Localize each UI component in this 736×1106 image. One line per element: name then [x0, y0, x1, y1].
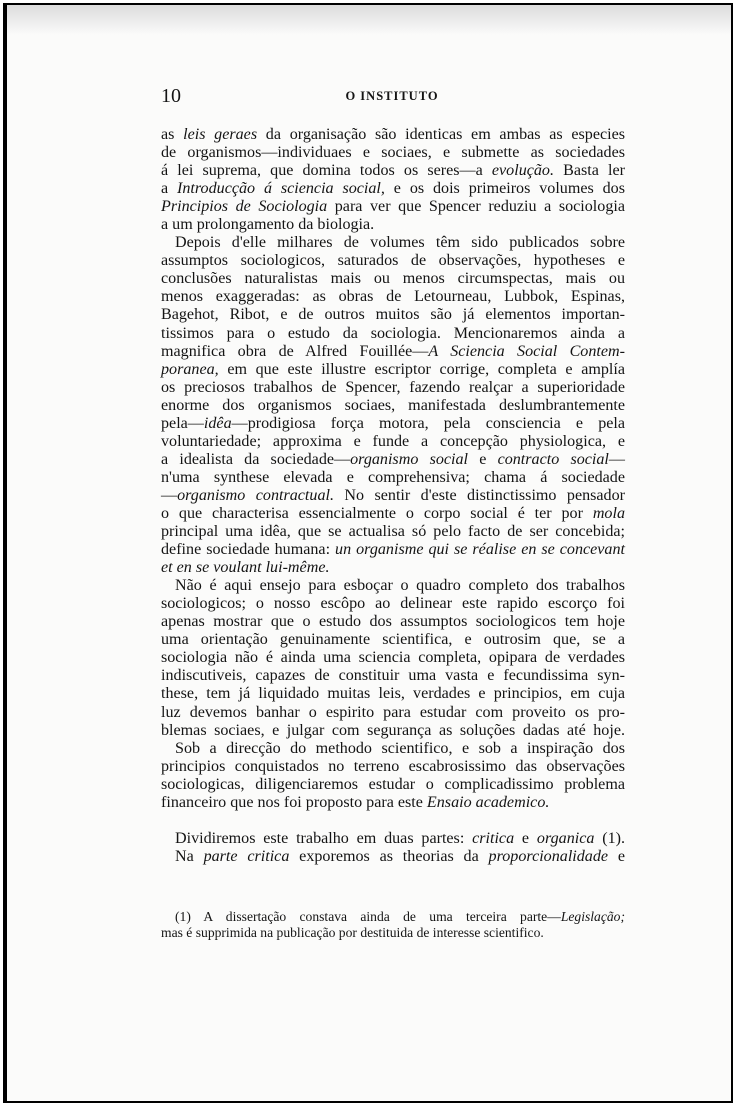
running-title: O INSTITUTO [345, 89, 439, 103]
text-line: menos exaggeradas: as obras de Letourneau, Lubbok, Espinas, [161, 288, 625, 306]
scan-shadow [7, 5, 731, 35]
text-line: a idealista da sociedade—organismo social e contracto social— [161, 450, 625, 468]
text-line: sociologicos; o nosso escôpo ao delinear este rapido escorço foi [161, 595, 625, 613]
text-line: a Introducção á sciencia social, e os dois primeiros volumes dos [161, 180, 625, 198]
text-line: luz devemos banhar o espirito para estudar com proveito os pro- [161, 703, 625, 721]
text-line: voluntariedade; approxima e funde a concepção physiologica, e [161, 432, 625, 450]
text-line: principios conquistados no terreno escabrosissimo das observações [161, 757, 625, 775]
paragraph-2 [161, 234, 625, 577]
paragraph-3 [161, 577, 625, 739]
text-line: define sociedade humana: un organisme qui se réalise en se concevant [161, 541, 625, 559]
footnote-line: (1) A dissertação constava ainda de uma terceira parte—Legislação; [175, 909, 625, 924]
text-line: sociologia não é ainda uma sciencia completa, opipara de verdades [161, 649, 625, 667]
text-line: as leis geraes da organisação são identicas em ambas as especies [161, 126, 625, 143]
text-line: principal uma idêa, que se actualisa só pelo facto de ser concebida; [161, 523, 625, 541]
paragraph-1 [161, 126, 625, 234]
text-line: Na parte critica exporemos as theorias da proporcionalidade e [175, 847, 626, 865]
text-line: Principios de Sociologia para ver que Spencer reduziu a sociologia [161, 198, 625, 216]
page-number: 10 [161, 85, 181, 107]
text-line: uma orientação genuinamente scientifica, e outrosim que, se a [161, 631, 625, 649]
text-line: n'uma synthese elevada e comprehensiva; chama á sociedade [161, 468, 625, 486]
text-line: magnifica obra de Alfred Fouillée—A Sciencia Social Contem- [161, 342, 625, 360]
paragraph-4 [161, 740, 625, 812]
text-line: Não é aqui ensejo para esboçar o quadro completo dos trabalhos [175, 577, 625, 595]
text-line: a um prolongamento da biologia. [161, 216, 375, 234]
text-line: Sob a direcção do methodo scientifico, e sob a inspiração dos [175, 739, 625, 757]
text-line: poranea, em que este illustre escriptor corrige, completa e amplía [161, 360, 625, 378]
text-line: financeiro que nos foi proposto para este Ensaio academico. [161, 793, 550, 811]
text-line: et en se voulant lui-même. [161, 559, 330, 577]
text-line: Bagehot, Ribot, e de outros muitos são já elementos importan- [161, 306, 625, 324]
text-line: os preciosos trabalhos de Spencer, fazendo realçar a superioridade [161, 378, 625, 396]
paragraph-5 [161, 830, 625, 866]
text-line: conclusões naturalistas mais ou menos circumspectas, mais ou [161, 270, 625, 288]
text-line: o que characterisa essencialmente o corpo social é ter por mola [161, 504, 625, 522]
text-line: blemas sociaes, e julgar com segurança as soluções dadas até hoje. [161, 721, 625, 739]
text-line: sociologicas, diligenciaremos estudar o complicadissimo problema [161, 775, 625, 793]
text-line: Dividiremos este trabalho em duas partes: critica e organica (1). [175, 829, 625, 847]
text-line: á lei suprema, que domina todos os seres—a evolução. Basta ler [161, 162, 625, 180]
text-line: indiscutiveis, capazes de constituir uma vasta e fecundissima syn- [161, 667, 625, 685]
text-line: apenas mostrar que o estudo dos assumptos sociologicos tem hoje [161, 613, 625, 631]
text-line: —organismo contractual. No sentir d'este distinctissimo pensador [161, 486, 625, 504]
footnote [161, 909, 625, 941]
text-line: tissimos para o estudo da sociologia. Mencionaremos ainda a [161, 324, 625, 342]
body-text [161, 126, 625, 866]
page-header [161, 85, 623, 111]
text-line: these, tem já liquidado muitas leis, verdades e principios, em cuja [161, 685, 625, 703]
text-line: Depois d'elle milhares de volumes têm sido publicados sobre [175, 234, 625, 252]
text-line: pela—idêa—prodigiosa força motora, pela consciencia e pela [161, 414, 625, 432]
footnote-line: mas é supprimida na publicação por destituida de interesse scientifico. [161, 925, 544, 940]
text-line: enorme dos organismos sociaes, manifestada deslumbrantemente [161, 396, 625, 414]
text-line: assumptos sociologicos, saturados de observações, hypotheses e [161, 252, 625, 270]
text-line: de organismos—individuaes e sociaes, e submette as sociedades [161, 144, 625, 162]
